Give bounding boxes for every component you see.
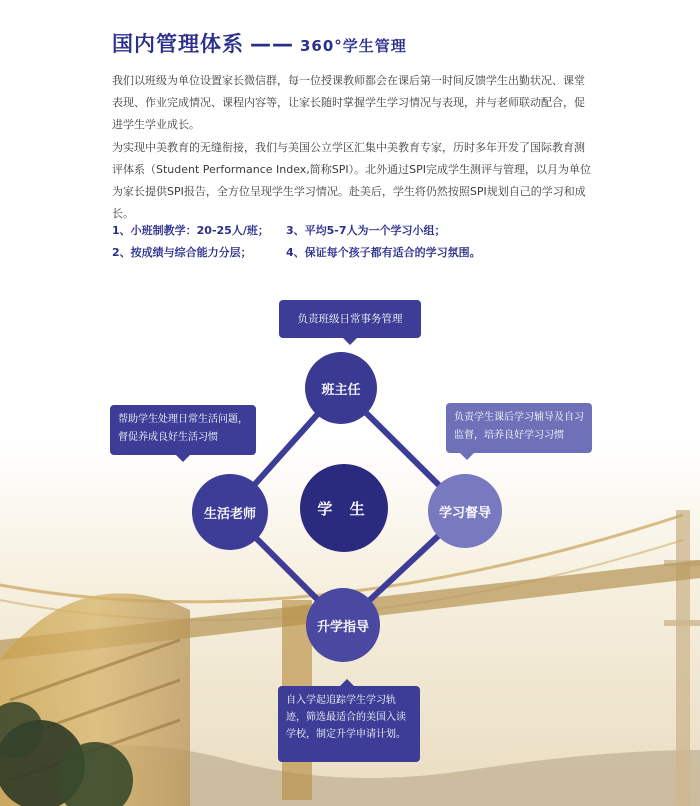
study-supervisor-node: 学习督导 [428, 474, 502, 548]
admission-guidance-note: 自入学起追踪学生学习轨迹，筛选最适合的美国入读学校，制定升学申请计划。 [278, 686, 420, 762]
key-point-2: 2、按成绩与综合能力分层； [112, 246, 252, 259]
title-subtitle: 360°学生管理 [300, 37, 407, 55]
life-teacher-node: 生活老师 [192, 474, 268, 550]
intro-paragraph-2: 为实现中美教育的无缝衔接，我们与美国公立学区汇集中美教育专家，历时多年开发了国际教育测评体系（Student Performance Index,简称SPI）。北外通过SPI完成学生测评与管理，以月为单位为家长提供SPI报告，全方位呈现学生学习情况。赴美后，学生将仍然按照SPI规划自己的学习和成长。 [112, 141, 591, 220]
life-teacher-note: 帮助学生处理日常生活问题，督促养成良好生活习惯 [110, 405, 256, 455]
key-point-3: 3、平均5-7人为一个学习小组； [286, 224, 446, 237]
key-point-1: 1、小班制教学：20-25人/班； [112, 224, 269, 237]
intro-paragraph-1: 我们以班级为单位设置家长微信群，每一位授课教师都会在课后第一时间反馈学生出勤状况、课堂表现、作业完成情况、课程内容等，让家长随时掌握学生学习情况与表现，并与老师联动配合，促进学生学业成长。 [112, 74, 585, 131]
homeroom-teacher-node: 班主任 [305, 352, 377, 424]
title-main: 国内管理体系 [112, 32, 244, 56]
study-supervisor-note: 负责学生课后学习辅导及自习监督，培养良好学习习惯 [446, 403, 592, 453]
homeroom-teacher-note: 负责班级日常事务管理 [279, 300, 421, 338]
student-center-node: 学 生 [300, 464, 388, 552]
key-point-4: 4、保证每个孩子都有适合的学习氛围。 [286, 246, 481, 259]
admission-guidance-node: 升学指导 [306, 588, 380, 662]
title-dash: —— [250, 32, 294, 56]
